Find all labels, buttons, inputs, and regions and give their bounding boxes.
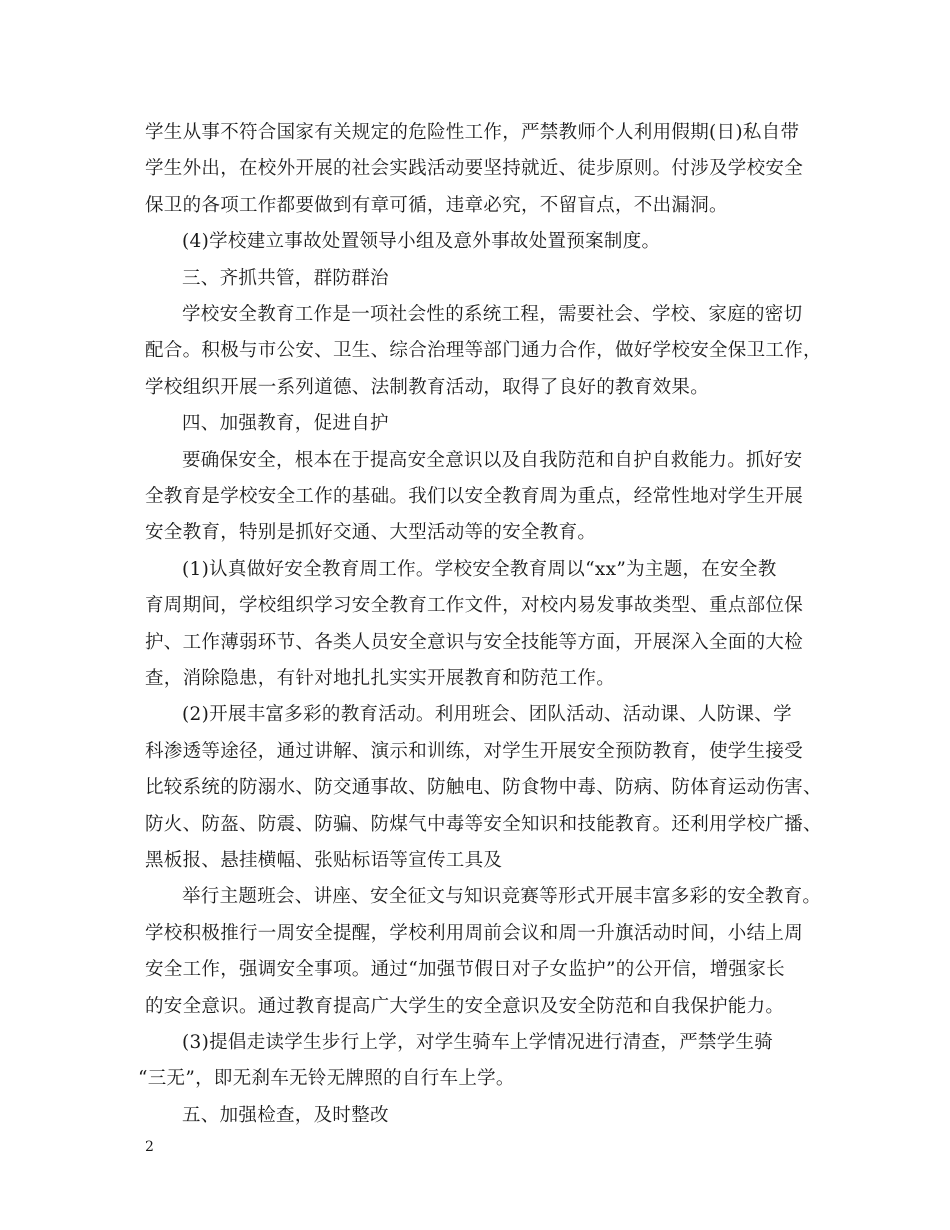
- body-text-line: 防火、防盔、防震、防骗、防煤气中毒等安全知识和技能教育。还利用学校广播、: [145, 814, 822, 835]
- page-number: 2: [145, 1139, 154, 1155]
- body-text-line: 配合。积极与市公安、卫生、综合治理等部门通力合作，做好学校安全保卫工作，: [145, 340, 822, 361]
- body-text-line: 举行主题班会、讲座、安全征文与知识竞赛等形式开展丰富多彩的安全教育。: [182, 886, 822, 907]
- body-text-line: 要确保安全，根本在于提高安全意识以及自我防范和自护自救能力。抓好安: [182, 450, 803, 471]
- body-text-line: 学校安全教育工作是一项社会性的系统工程，需要社会、学校、家庭的密切: [182, 304, 803, 325]
- body-text-line: (4)学校建立事故处置领导小组及意外事故处置预案制度。: [182, 231, 661, 252]
- body-text-line: (1)认真做好安全教育周工作。学校安全教育周以“xx”为主题，在安全教: [182, 559, 777, 580]
- body-text-line: 学生从事不符合国家有关规定的危险性工作，严禁教师个人利用假期(日)私自带: [145, 122, 800, 143]
- body-text-line: 比较系统的防溺水、防交通事故、防触电、防食物中毒、防病、防体育运动伤害、: [145, 777, 822, 798]
- body-text-line: (2)开展丰富多彩的教育活动。利用班会、团队活动、活动课、人防课、学: [182, 704, 792, 725]
- body-text-line: 育周期间，学校组织学习安全教育工作文件，对校内易发事故类型、重点部位保: [145, 595, 804, 616]
- body-text-line: 安全教育，特别是抓好交通、大型活动等的安全教育。: [145, 522, 597, 543]
- section-heading: 三、齐抓共管，群防群治: [182, 268, 389, 289]
- body-text-line: 黑板报、悬挂横幅、张贴标语等宣传工具及: [145, 850, 503, 871]
- body-text-line: 全教育是学校安全工作的基础。我们以安全教育周为重点，经常性地对学生开展: [145, 486, 804, 507]
- body-text-line: 的安全意识。通过教育提高广大学生的安全意识及安全防范和自我保护能力。: [145, 996, 785, 1017]
- body-text-line: 安全工作，强调安全事项。通过“加强节假日对子女监护”的公开信，增强家长: [145, 959, 785, 980]
- section-heading: 五、加强检查，及时整改: [182, 1105, 389, 1126]
- body-text-line: 学生外出，在校外开展的社会实践活动要坚持就近、徒步原则。付涉及学校安全: [145, 158, 804, 179]
- body-text-line: 保卫的各项工作都要做到有章可循，违章必究，不留盲点，不出漏洞。: [145, 195, 728, 216]
- body-text-line: 护、工作薄弱环节、各类人员安全意识与安全技能等方面，开展深入全面的大检: [145, 632, 804, 653]
- section-heading: 四、加强教育，促进自护: [182, 413, 389, 434]
- body-text-line: “三无”，即无刹车无铃无牌照的自行车上学。: [138, 1068, 515, 1089]
- body-text-line: 查，消除隐患，有针对地扎扎实实开展教育和防范工作。: [145, 668, 616, 689]
- body-text-line: (3)提倡走读学生步行上学，对学生骑车上学情况进行清查，严禁学生骑: [182, 1032, 774, 1053]
- body-text-line: 学校积极推行一周安全提醒，学校利用周前会议和周一升旗活动时间，小结上周: [145, 923, 804, 944]
- body-text-line: 科渗透等途径，通过讲解、演示和训练，对学生开展安全预防教育，使学生接受: [145, 741, 804, 762]
- body-text-line: 学校组织开展一系列道德、法制教育活动，取得了良好的教育效果。: [145, 377, 710, 398]
